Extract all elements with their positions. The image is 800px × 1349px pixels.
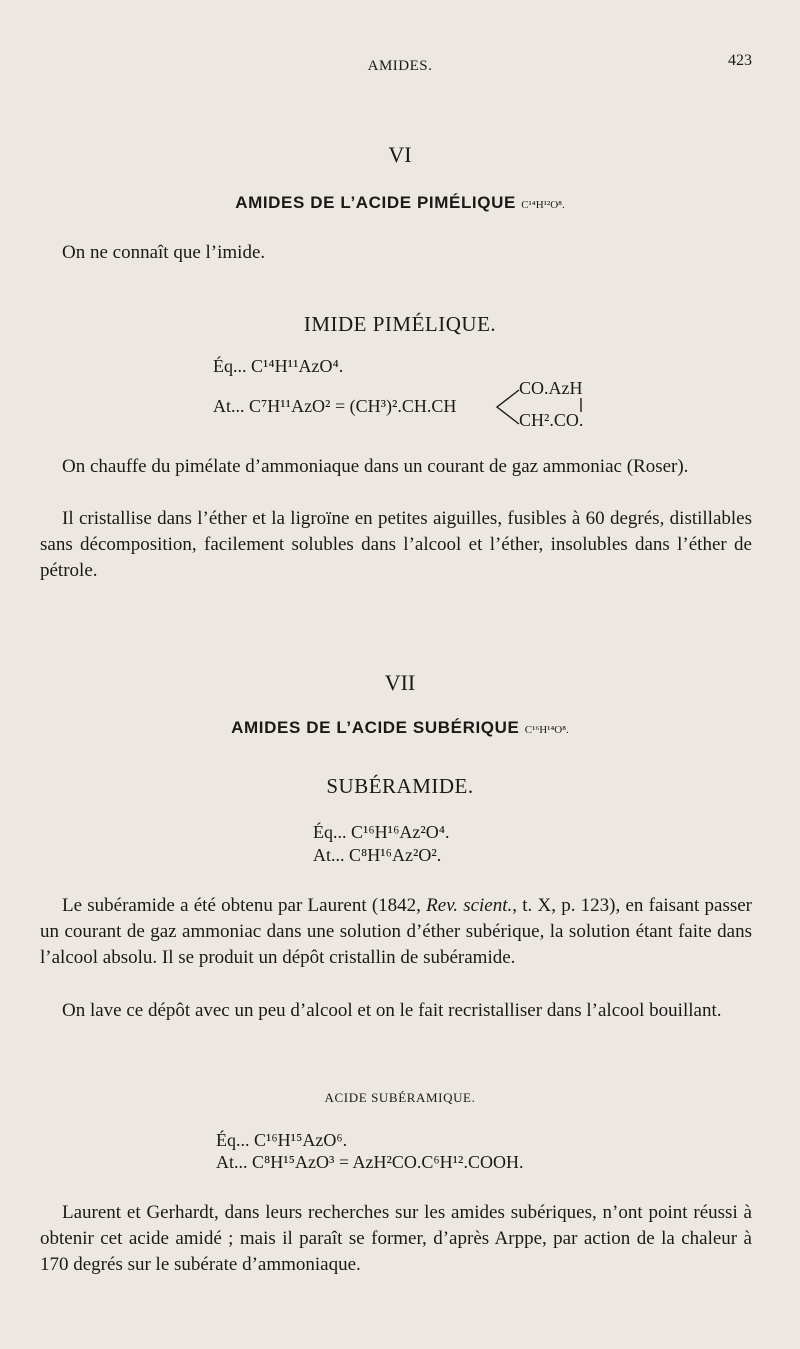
atomic-formula-block <box>213 378 633 434</box>
section-numeral-vii: VII <box>384 670 416 695</box>
paragraph-preparation: On chauffe du pimélate d’ammoniaque dans un courant de gaz ammoniac (Roser). <box>62 456 689 477</box>
paragraph-gerhardt: Laurent et Gerhardt, dans leurs recherches sur les amides subériques, n’ont point réussi à obtenir cet acide amidé ; mais il paraît se former, d’après Arppe, par action de la chaleur à 170 degrés sur le subérate d’ammoniaque. <box>40 1202 752 1275</box>
paragraph-properties: Il cristallise dans l’éther et la ligroïne en petites aiguilles, fusibles à 60 degrés, distillables sans décomposition, facilement solubles dans l’alcool et l’éther, insolubles dans l’éther de pétrole. <box>40 508 752 581</box>
subtitle-suberamide: SUBÉRAMIDE. <box>326 774 474 798</box>
acid-atomic-formula: At... C⁸H¹⁵AzO³ = AzH²CO.C⁶H¹².COOH. <box>216 1152 524 1172</box>
intro-paragraph: On ne connaît que l’imide. <box>62 242 266 263</box>
section-title-formula: C¹⁴H¹²O⁸. <box>521 199 565 211</box>
running-title: AMIDES. <box>367 58 433 74</box>
atomic-formula-bottom: CH².CO. <box>519 410 584 430</box>
section-title-formula: C¹⁶H¹⁴O⁸. <box>524 724 569 736</box>
section-title-text: AMIDES DE L’ACIDE SUBÉRIQUE <box>231 718 520 737</box>
subtitle-acide-suberamique: ACIDE SUBÉRAMIQUE. <box>324 1090 476 1105</box>
page-number: 423 <box>728 52 752 69</box>
equivalent-formula: Éq... C¹⁶H¹⁶Az²O⁴. <box>313 822 450 842</box>
paragraph-laurent: Le subéramide a été obtenu par Laurent (1842, Rev. scient., t. X, p. 123), en faisant passer un courant de gaz ammoniac dans une solution d’éther subérique, la solution étant faite dans l’alcool absolu. Il se produit un dépôt cristallin de subéramide. <box>40 895 752 968</box>
acid-equivalent-formula: Éq... C¹⁶H¹⁵AzO⁶. <box>216 1130 348 1150</box>
section-title-pimelique <box>0 193 800 213</box>
section-title-suberique <box>0 718 800 738</box>
atomic-formula: At... C⁸H¹⁶Az²O². <box>313 845 442 865</box>
section-numeral-vi: VI <box>388 142 412 167</box>
paragraph-recristallisation: On lave ce dépôt avec un peu d’alcool et on le fait recristalliser dans l’alcool bouillant. <box>62 1000 722 1021</box>
ring-bond-line-icon <box>577 398 585 412</box>
equivalent-formula: Éq... C¹⁴H¹¹AzO⁴. <box>213 356 344 376</box>
subtitle-imide-pimelique: IMIDE PIMÉLIQUE. <box>303 312 497 336</box>
atomic-formula-top: CO.AzH <box>519 378 583 398</box>
atomic-formula-prefix: At... C⁷H¹¹AzO² = (CH³)².CH.CH <box>213 396 457 416</box>
section-title-text: AMIDES DE L’ACIDE PIMÉLIQUE <box>235 193 516 212</box>
